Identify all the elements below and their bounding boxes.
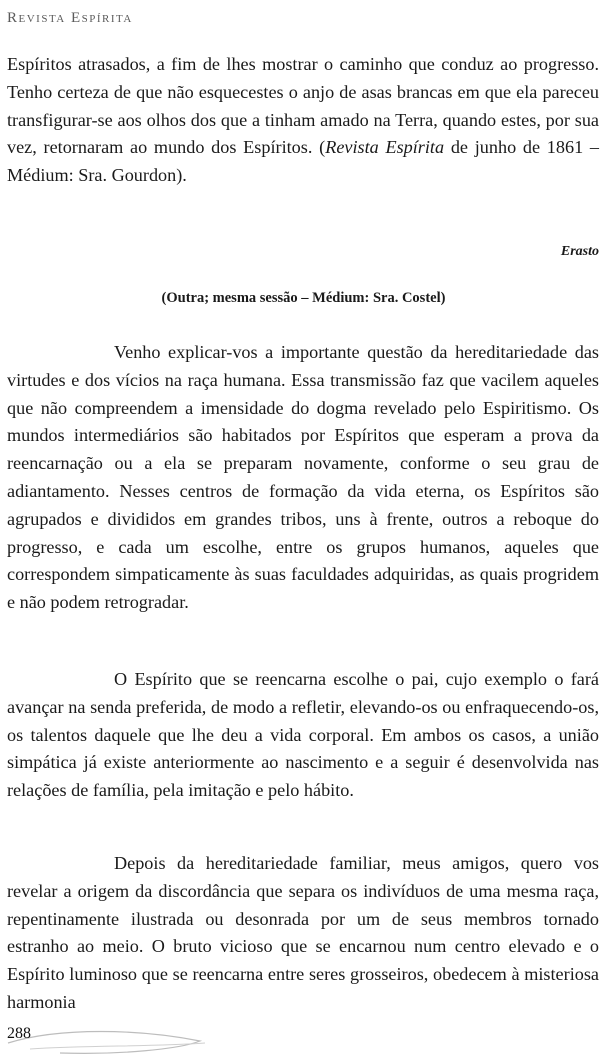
running-head: Revista Espírita xyxy=(7,10,133,26)
page-footer xyxy=(0,1019,607,1059)
section-title: (Outra; mesma sessão – Médium: Sra. Costel) xyxy=(161,290,446,306)
footer-swash-ornament xyxy=(0,1019,607,1059)
paragraph-1-text: Espíritos atrasados, a fim de lhes mostrar o caminho que conduz ao progresso. Tenho certeza de que não esquecestes o anjo de asas brancas em que ela pareceu transfigurar-se aos olhos dos que a tinham amado na Terra, quando estes, por sua vez, retornaram ao mundo dos Espíritos. ( xyxy=(7,54,599,158)
paragraph-1-text-end: de junho de 1861 – Médium: Sra. Gourdon). xyxy=(7,137,599,186)
publication-title: Revista Espírita xyxy=(325,137,445,158)
paragraph-3: O Espírito que se reencarna escolhe o pai, cujo exemplo o fará avançar na senda preferida, de modo a refletir, elevando-os ou enfraquecendo-os, os talentos daquele que lhe deu a vida corporal. Em ambos os casos, a união simpática já existe anteriormente ao nascimento e a seguir é desenvolvida nas relações de família, pela imitação e pelo hábito. xyxy=(7,669,599,801)
paragraph-2: Venho explicar-vos a importante questão da hereditariedade das virtudes e dos vícios na raça humana. Essa transmissão faz que vacilem aqueles que não compreendem a imensidade do dogma revelado pelo Espiritismo. Os mundos intermediários são habitados por Espíritos que esperam a prova da reencarnação ou a ela se preparam novamente, conforme o seu grau de adiantamento. Nesses centros de formação da vida eterna, os Espíritos são agrupados e divididos em grandes tribos, uns à frente, outros a reboque do progresso, e cada um escolhe, entre os grupos humanos, aqueles que correspondem simpaticamente às suas faculdades adquiridas, as quais progridem e não podem retrogradar. xyxy=(7,342,599,613)
paragraph-1 xyxy=(7,51,599,190)
page-number: 288 xyxy=(7,1025,31,1042)
paragraph-4: Depois da hereditariedade familiar, meus amigos, quero vos revelar a origem da discordância que separa os indivíduos de uma mesma raça, repentinamente ilustrada ou desonrada por um de seus membros tornado estranho ao meio. O bruto vicioso que se encarnou num centro elevado e o Espírito luminoso que se reencarna entre seres grosseiros, obedecem à misteriosa harmonia xyxy=(7,853,599,1012)
signature: Erasto xyxy=(560,244,599,259)
